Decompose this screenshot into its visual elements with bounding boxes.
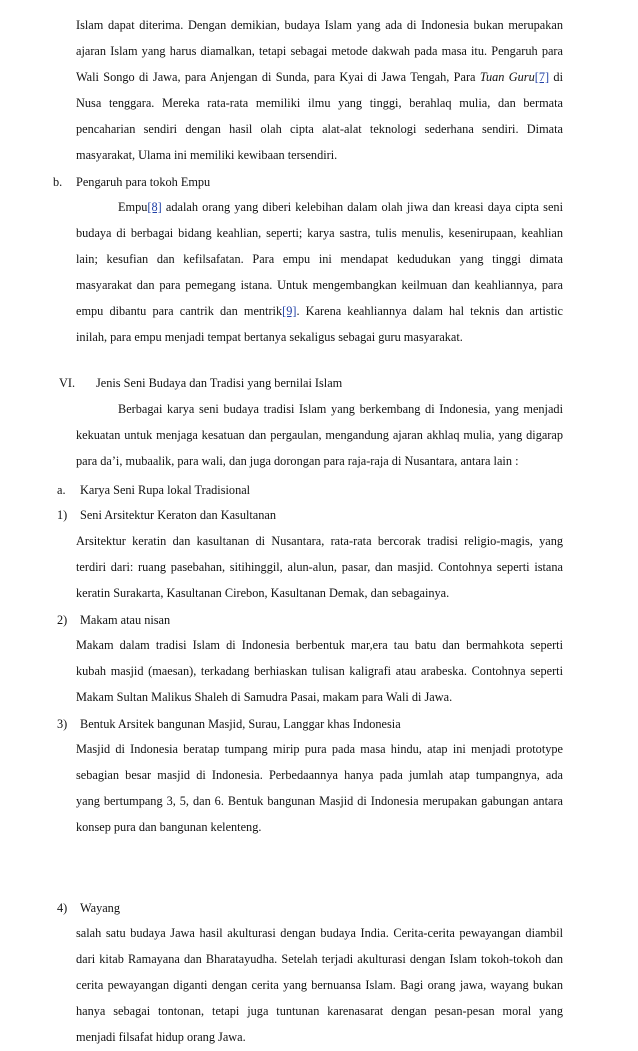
item-3-line-1: Masjid di Indonesia beratap tumpang mirip pura pada masa hindu, atap ini menjadi prototype [76, 742, 563, 756]
footnote-link-7[interactable]: [7] [534, 70, 550, 84]
intro-line-3-tail: di [549, 70, 563, 84]
empu-line-5 [76, 305, 563, 317]
intro-line-1: Islam dapat diterima. Dengan demikian, budaya Islam yang ada di Indonesia bukan merupakan [76, 18, 563, 32]
empu-line-1 [118, 201, 563, 213]
empu-marker: b. [53, 175, 63, 189]
empu-line-1-text: adalah orang yang diberi kelebihan dalam olah jiwa dan kreasi daya cipta seni [161, 200, 563, 214]
item-3-marker: 3) [57, 717, 68, 731]
intro-line-3-text: Wali Songo di Jawa, para Anjengan di Sunda, para Kyai di Jawa Tengah, Para [76, 70, 480, 84]
section-6-heading: Jenis Seni Budaya dan Tradisi yang bernilai Islam [96, 376, 343, 390]
intro-line-5: pencaharian sendiri dengan hasil olah cipta alat-alat teknologi sederhana sendiri. Dimata [76, 122, 563, 136]
item-3-line-3: yang bertumpang 3, 5, dan 6. Bentuk bangunan Masjid di Indonesia merupakan gabungan antara [76, 794, 563, 808]
item-4-line-1: salah satu budaya Jawa hasil akulturasi dengan budaya India. Cerita-cerita pewayangan diambil [76, 926, 563, 940]
item-1-line-1: Arsitektur keratin dan kasultanan di Nusantara, rata-rata bercorak tradisi religio-magis, yang [76, 534, 563, 548]
item-4-marker: 4) [57, 901, 68, 915]
item-3-line-4: konsep pura dan bangunan kelenteng. [76, 820, 262, 834]
item-2-line-3: Makam Sultan Malikus Shaleh di Samudra Pasai, makam para Wali di Jawa. [76, 690, 453, 704]
empu-line-4: masyarakat dan para pemegang istana. Untuk mengembangkan keilmuan dan keahliannya, para [76, 278, 563, 292]
empu-line-5-text: empu dibantu para cantrik dan mentrik [76, 304, 283, 318]
item-4-heading: Wayang [80, 901, 120, 915]
footnote-link-8[interactable]: [8] [147, 200, 162, 214]
footnote-link-9[interactable]: [9] [282, 304, 297, 318]
item-2-line-2: kubah masjid (maesan), terkadang berhiaskan tulisan kaligrafi atau arabeska. Contohnya seperti [76, 664, 563, 678]
item-4-line-2: dari kitab Ramayana dan Bharatayudha. Setelah terjadi akulturasi dengan Islam tokoh-tokoh dan [76, 952, 563, 966]
item-2-heading: Makam atau nisan [80, 613, 171, 627]
intro-line-2: ajaran Islam yang harus diamalkan, tetapi sebagai metode dakwah pada masa itu. Pengaruh para [76, 44, 563, 58]
item-4-line-3: cerita pewayangan diganti dengan cerita yang bernuansa Islam. Bagi orang jawa, wayang bukan [76, 978, 563, 992]
subsection-a-heading: Karya Seni Rupa lokal Tradisional [80, 483, 251, 497]
tuan-guru-term: Tuan Guru [479, 70, 535, 84]
item-4-line-4: hanya sebagai tontonan, tetapi juga tuntunan karenasarat dengan pesan-pesan moral yang [76, 1004, 563, 1018]
item-1-line-3: keratin Surakarta, Kasultanan Cirebon, Kasultanan Demak, dan sebagainya. [76, 586, 450, 600]
empu-line-6: inilah, para empu menjadi tempat bertanya sekaligus sebagai guru masyarakat. [76, 330, 463, 344]
section-6-line-2: kekuatan untuk menjaga kesatuan dan pergaulan, mengandung ajaran akhlaq mulia, yang digarap [76, 428, 563, 442]
empu-line-5-tail: . Karena keahliannya dalam hal teknis dan artistic [296, 304, 563, 318]
item-1-marker: 1) [57, 508, 68, 522]
section-6-line-3: para da’i, mubaalik, para wali, dan juga dorongan para raja-raja di Nusantara, antara lain : [76, 454, 519, 468]
empu-heading: Pengaruh para tokoh Empu [76, 175, 211, 189]
subsection-a-marker: a. [57, 483, 66, 497]
item-3-heading: Bentuk Arsitek bangunan Masjid, Surau, Langgar khas Indonesia [80, 717, 401, 731]
empu-line-2: budaya di berbagai bidang keahlian, seperti; karya sastra, tulis menulis, kesenirupaan, keahlian [76, 226, 563, 240]
item-1-heading: Seni Arsitektur Keraton dan Kasultanan [80, 508, 277, 522]
section-6-line-1: Berbagai karya seni budaya tradisi Islam yang berkembang di Indonesia, yang menjadi [118, 402, 563, 416]
intro-line-3 [76, 71, 563, 83]
item-3-line-2: sebagian besar masjid di Indonesia. Perbedaannya hanya pada jumlah atap tumpangnya, ada [76, 768, 563, 782]
empu-line-3: lain; kesufian dan kefilsafatan. Para empu ini mendapat kedudukan yang tinggi dimata [76, 252, 563, 266]
item-1-line-2: terdiri dari: ruang pasebahan, sitihinggil, alun-alun, pasar, dan masjid. Contohnya seperti istana [76, 560, 563, 574]
intro-line-4: Nusa tenggara. Mereka rata-rata memiliki ilmu yang tinggi, berahlaq mulia, dan bermata [76, 96, 563, 110]
empu-term: Empu [118, 200, 148, 214]
item-2-marker: 2) [57, 613, 68, 627]
intro-line-6: masyarakat, Ulama ini memiliki kewibaan tersendiri. [76, 148, 338, 162]
section-6-marker: VI. [59, 376, 76, 390]
item-2-line-1: Makam dalam tradisi Islam di Indonesia berbentuk mar,era tau batu dan bermahkota seperti [76, 638, 563, 652]
item-4-line-5: menjadi filsafat hidup orang Jawa. [76, 1030, 246, 1044]
